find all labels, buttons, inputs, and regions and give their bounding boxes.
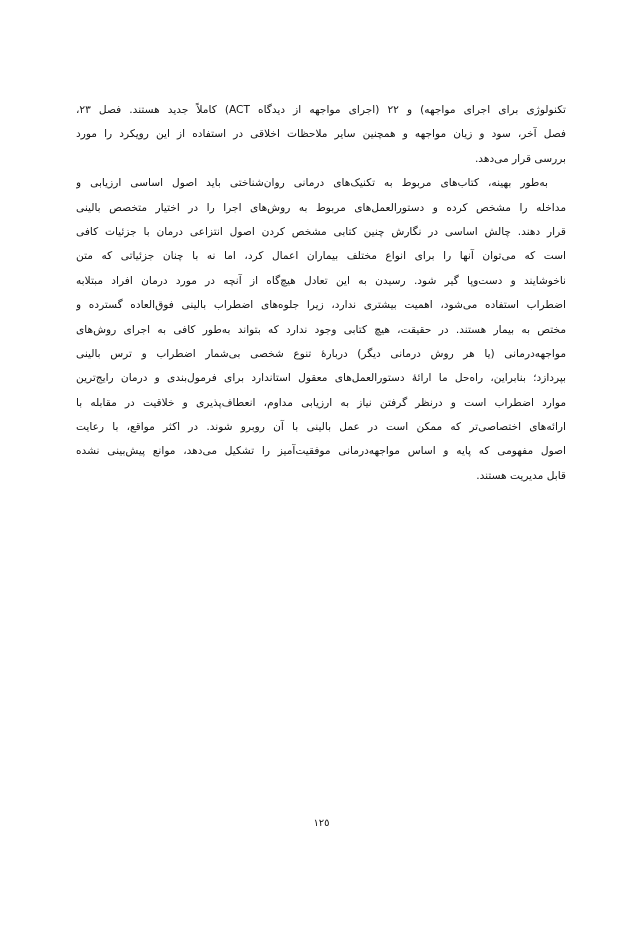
text-line: به‌طور بهینه، کتاب‌های مربوط به تکنیک‌های درمانی روان‌شناختی باید اصول اساسی ارزیابی و bbox=[76, 177, 548, 190]
body-text bbox=[76, 98, 566, 488]
text-line: تکنولوژی برای اجرای مواجهه) و ۲۲ (اجرای مواجهه از دیدگاه ACT) کاملاً جدید هستند. فصل ۲۳، bbox=[76, 104, 566, 116]
text-line: مداخله را مشخص کرده و دستورالعمل‌های مربوط به روش‌های اجرا را در اختیار متخصص بالینی bbox=[76, 201, 566, 214]
text-line: بپردازد؛ بنابراین، راه‌حل ما ارائهٔ دستورالعمل‌های معقول استاندارد برای فرمول‌بندی و درمان رایج‌ترین bbox=[76, 372, 566, 385]
text-line: ناخوشایند و دست‌وپا گیر شود. رسیدن به این تعادل هیچ‌گاه از آنچه در مورد درمان افراد مبتلابه bbox=[76, 274, 566, 287]
text-line: قابل مدیریت هستند. bbox=[476, 469, 566, 482]
page-number: ۱۲٥ bbox=[313, 818, 330, 829]
text-line: است که می‌توان آنها را برای انواع مختلف بیماران اعمال کرد، اما نه با چنان جزئیاتی که متن bbox=[76, 250, 566, 263]
text-line: فصل آخر، سود و زیان مواجهه و همچنین سایر ملاحظات اخلاقی در استفاده از این رویکرد را مورد bbox=[76, 128, 566, 141]
text-line: قرار دهند. چالش اساسی در نگارش چنین کتابی مشخص کردن اصول انتزاعی درمان با جزئیات کافی bbox=[76, 225, 566, 238]
text-line: موارد اضطراب است و درنظر گرفتن نیاز به ارزیابی مداوم، انعطاف‌پذیری و خلاقیت در مقابله با bbox=[76, 396, 566, 409]
text-line: مختص به بیمار هستند. در حقیقت، هیچ کتابی وجود ندارد که بتواند به‌طور کافی به اجرای روش‌های bbox=[76, 323, 566, 336]
text-line: بررسی قرار می‌دهد. bbox=[474, 152, 566, 165]
text-line: اصول مفهومی که پایه و اساس مواجهه‌درمانی موفقیت‌آمیز را تشکیل می‌دهد، موانع پیش‌بینی نشده bbox=[76, 445, 566, 458]
text-line: ارائه‌های اختصاصی‌تر که ممکن است در عمل بالینی با آن روبرو شوند. در اکثر مواقع، با رعایت bbox=[76, 421, 566, 434]
text-line: مواجهه‌درمانی (یا هر روش درمانی دیگر) دربارهٔ تنوع شخصی بی‌شمار اضطراب و ترس بالینی bbox=[76, 347, 566, 360]
text-line: اضطراب استفاده می‌شود، اهمیت بیشتری ندارد، زیرا جلوه‌های اضطراب بالینی فوق‌العاده گسترده و bbox=[76, 299, 566, 312]
